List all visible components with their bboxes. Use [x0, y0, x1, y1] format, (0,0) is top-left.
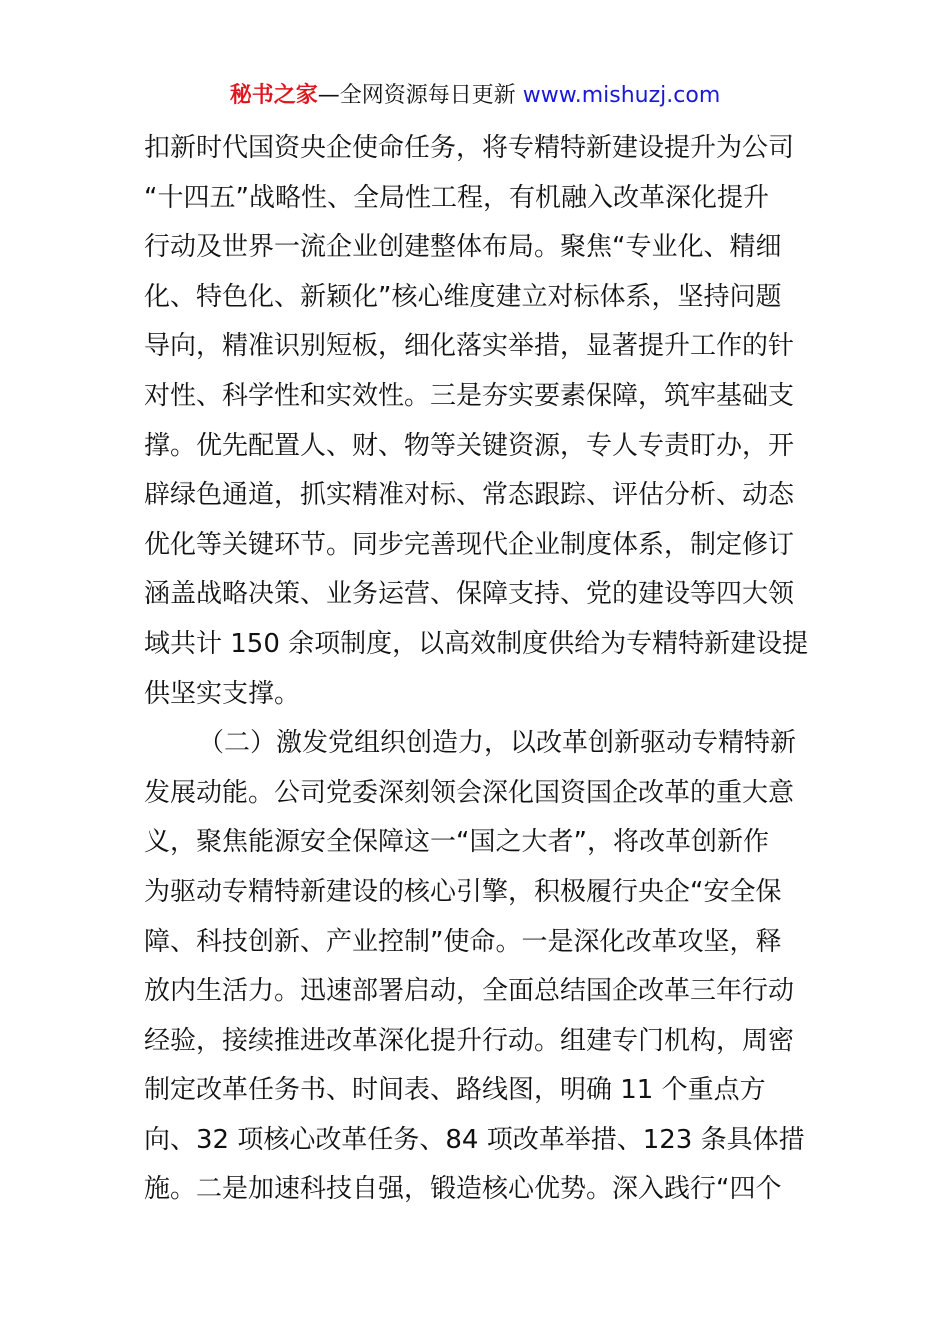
text-line: 扣新时代国资央企使命任务，将专精特新建设提升为公司 [144, 133, 795, 163]
text-line: 放内生活力。迅速部署启动，全面总结国企改革三年行动 [144, 976, 795, 1007]
text-line: 涵盖战略决策、业务运营、保障支持、党的建设等四大领 [144, 579, 795, 610]
text-line: 义，聚焦能源安全保障这一“国之大者”，将改革创新作 [144, 827, 769, 858]
text-line: 辟绿色通道，抓实精准对标、常态跟踪、评估分析、动态 [144, 480, 795, 511]
text-line: 行动及世界一流企业创建整体布局。聚焦“专业化、精细 [144, 232, 782, 263]
page-header [0, 80, 950, 112]
section-heading-line: （二）激发党组织创造力，以改革创新驱动专精特新 [198, 728, 797, 759]
text-line: 域共计 150 余项制度，以高效制度供给为专精特新建设提 [144, 628, 809, 659]
site-slogan: —全网资源每日更新 [317, 83, 516, 108]
text-line: 施。二是加速科技自强，锻造核心优势。深入践行“四个 [144, 1174, 782, 1205]
text-line: 供坚实支撑。 [144, 678, 301, 709]
text-line: “十四五”战略性、全局性工程，有机融入改革深化提升 [144, 182, 769, 213]
text-line: 优化等关键环节。同步完善现代企业制度体系，制定修订 [144, 529, 795, 560]
text-line: 发展动能。公司党委深刻领会深化国资国企改革的重大意 [144, 777, 795, 808]
text-line: 导向，精准识别短板，细化落实举措，显著提升工作的针 [144, 331, 795, 362]
text-line: 对性、科学性和实效性。三是夯实要素保障，筑牢基础支 [144, 380, 795, 411]
text-line: 经验，接续推进改革深化提升行动。组建专门机构，周密 [144, 1025, 795, 1056]
text-line: 撑。优先配置人、财、物等关键资源，专人专责盯办，开 [144, 430, 795, 461]
site-brand-name: 秘书之家 [229, 83, 318, 108]
text-line: 制定改革任务书、时间表、路线图，明确 11 个重点方 [144, 1075, 766, 1106]
text-line: 向、32 项核心改革任务、84 项改革举措、123 条具体措 [144, 1124, 805, 1155]
text-line: 为驱动专精特新建设的核心引擎，积极履行央企“安全保 [144, 876, 782, 907]
document-body [144, 124, 814, 1215]
text-line: 障、科技创新、产业控制”使命。一是深化改革攻坚，释 [144, 926, 782, 957]
text-line: 化、特色化、新颖化”核心维度建立对标体系，坚持问题 [144, 281, 782, 312]
site-url-link[interactable]: www.mishuzj.com [522, 83, 721, 108]
